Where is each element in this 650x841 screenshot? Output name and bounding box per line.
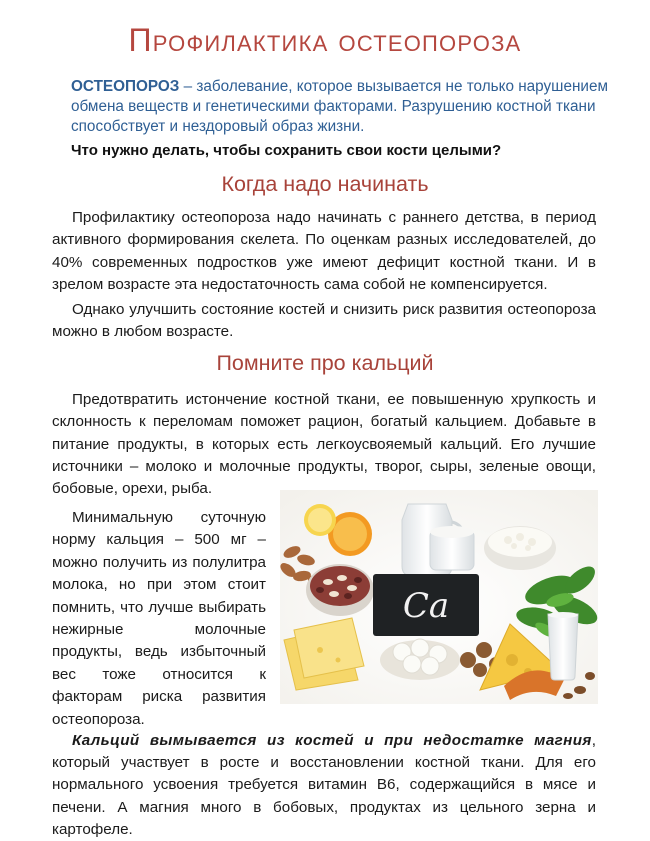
paragraph-calcium-sources: Предотвратить истончение костной ткани, ее повышенную хрупкость и склонность к переломам поможет рацион, богатый кальцием. Добавьте в питание продукты, в которых есть легкоусвояемый кальций. Его лучшие источники – молоко и молочные продукты, творог, сыры, зеленые овощи, бобовые, орехи, рыба. <box>52 391 596 498</box>
milk-glass <box>548 614 578 680</box>
key-question: Что нужно делать, чтобы сохранить свои кости целыми? <box>71 142 502 159</box>
intro-text: – заболевание, которое вызывается не только нарушением обмена веществ и генетическими факторами. Разрушению костной ткани способствует и нездоровый образ жизни. <box>71 78 608 135</box>
paragraph-daily-norm: Минимальную суточную норму кальция – 500 мг – можно получить из полулитра молока, но при этом стоит помнить, что лучше выбирать нежирные молочные продукты, ведь избыточный вес тоже относится к факторам риска развития остеопороза. <box>52 509 266 728</box>
magnesium-emphasis: Кальций вымывается из костей и при недостатке магния <box>72 732 592 749</box>
paragraph-any-age: Однако улучшить состояние костей и снизить риск развития остеопороза можно в любом возрасте. <box>52 301 596 341</box>
intro-term: ОСТЕОПОРОЗ <box>71 78 180 95</box>
chalkboard-label: Ca <box>402 586 450 626</box>
paragraph-magnesium <box>52 730 596 841</box>
section-heading-when-to-start: Когда надо начинать <box>221 172 429 196</box>
intro-paragraph <box>71 77 631 137</box>
section-heading-calcium: Помните про кальций <box>216 351 434 375</box>
magnesium-text: , который участвует в росте и восстановлении костной ткани. Для его нормального усвоения требуется витамин В6, содержащийся в мясе и печени. А магния много в бобовых, продуктах из цельного зерна и картофеле. <box>52 732 596 838</box>
page-title: Профилактика остеопороза <box>128 22 522 58</box>
calcium-foods-photo <box>280 490 598 704</box>
paragraph-when-to-start: Профилактику остеопороза надо начинать с раннего детства, в период активного формирования скелета. По оценкам разных исследователей, до 40% современных подростков уже имеют дефицит костной ткани. И в зрелом возрасте эта недостаточность сама собой не компенсируется. <box>52 209 596 293</box>
